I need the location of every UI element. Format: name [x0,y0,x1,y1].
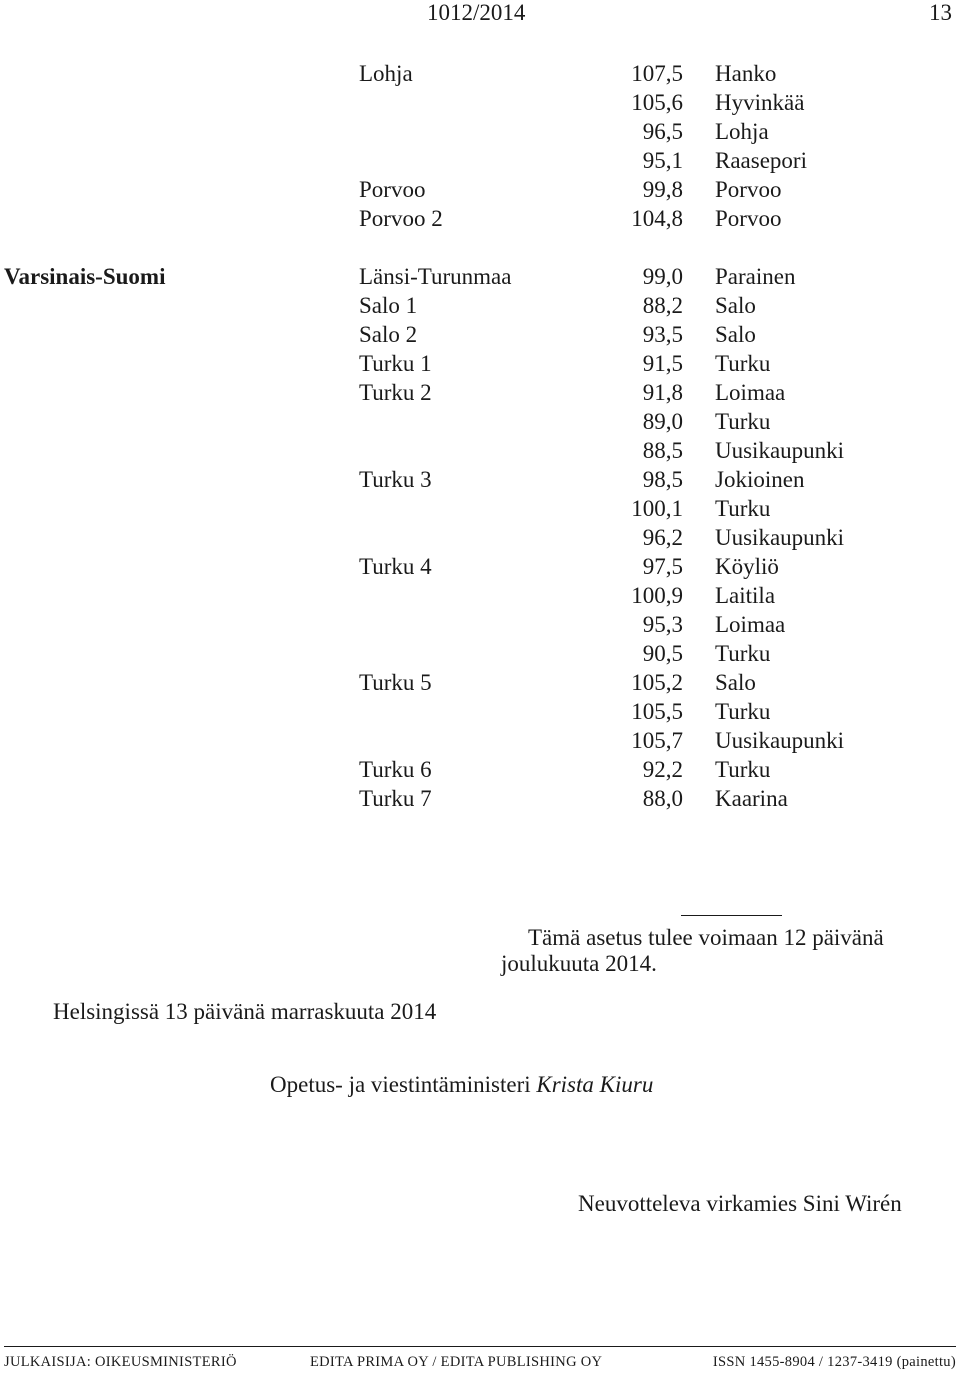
table-row [0,697,960,726]
index-value: 105,7 [631,728,683,753]
index-value: 88,5 [642,438,683,463]
index-value: 96,5 [642,119,683,144]
municipality-name: Salo [715,322,756,347]
municipality-name: Salo [715,293,756,318]
district-name: Turku 5 [359,670,432,695]
index-value: 88,2 [642,293,683,318]
municipality-name: Turku [715,496,771,521]
table-row [0,88,960,117]
district-name: Turku 3 [359,467,432,492]
table-row [0,610,960,639]
index-value: 91,5 [642,351,683,376]
footer-rule [4,1346,956,1347]
index-table [0,59,960,813]
municipality-name: Porvoo [715,206,782,231]
index-value: 89,0 [642,409,683,434]
place-and-date: Helsingissä 13 päivänä marraskuuta 2014 [53,999,437,1024]
district-name: Turku 2 [359,380,432,405]
footer-printer: EDITA PRIMA OY / EDITA PUBLISHING OY [310,1354,603,1370]
table-row [0,639,960,668]
municipality-name: Turku [715,699,771,724]
table-row [0,378,960,407]
municipality-name: Hyvinkää [715,90,805,115]
municipality-name: Köyliö [715,554,779,579]
municipality-name: Loimaa [715,612,786,637]
index-value: 98,5 [642,467,683,492]
municipality-name: Jokioinen [715,467,805,492]
municipality-name: Uusikaupunki [715,728,845,753]
table-row [0,755,960,784]
municipality-name: Lohja [715,119,769,144]
district-name: Turku 1 [359,351,432,376]
index-value: 90,5 [642,641,683,666]
district-name: Turku 6 [359,757,432,782]
table-row [0,494,960,523]
table-row [0,436,960,465]
footer-issn: ISSN 1455-8904 / 1237-3419 (painettu) [712,1354,956,1370]
minister-signature [270,1072,653,1098]
table-row [0,581,960,610]
index-value: 104,8 [631,206,683,231]
index-value: 93,5 [642,322,683,347]
table-row [0,146,960,175]
index-value: 105,2 [631,670,683,695]
footer-publisher: JULKAISIJA: OIKEUSMINISTERIÖ [4,1354,237,1370]
separator-rule [681,915,782,916]
effective-date-paragraph: Tämä asetus tulee voimaan 12 päivänä joulukuuta 2014. [501,925,884,976]
index-value: 107,5 [631,61,683,86]
municipality-name: Uusikaupunki [715,525,845,550]
table-row [0,784,960,813]
index-value: 105,5 [631,699,683,724]
index-value: 105,6 [631,90,683,115]
index-value: 95,3 [642,612,683,637]
index-value: 97,5 [642,554,683,579]
municipality-name: Uusikaupunki [715,438,845,463]
table-row [0,320,960,349]
table-row [0,291,960,320]
minister-title: Opetus- ja viestintäministeri [270,1072,531,1097]
municipality-name: Hanko [715,61,777,86]
municipality-name: Porvoo [715,177,782,202]
page-number: 13 [929,0,952,25]
index-value: 100,1 [631,496,683,521]
minister-name: Krista Kiuru [536,1072,654,1097]
index-value: 100,9 [631,583,683,608]
district-name: Turku 7 [359,786,432,811]
table-row [0,726,960,755]
table-row [0,668,960,697]
index-value: 91,8 [642,380,683,405]
index-value: 88,0 [642,786,683,811]
municipality-name: Turku [715,757,771,782]
region-name: Varsinais-Suomi [4,264,166,289]
district-name: Lohja [359,61,413,86]
municipality-name: Laitila [715,583,776,608]
table-row [0,465,960,494]
district-name: Porvoo [359,177,426,202]
index-value: 99,8 [642,177,683,202]
table-row [0,262,960,291]
table-row [0,175,960,204]
municipality-name: Parainen [715,264,796,289]
municipality-name: Raasepori [715,148,807,173]
index-value: 96,2 [642,525,683,550]
table-row [0,407,960,436]
table-row [0,523,960,552]
district-name: Porvoo 2 [359,206,443,231]
index-value: 92,2 [642,757,683,782]
counsellor-signature: Neuvotteleva virkamies Sini Wirén [578,1191,902,1216]
district-name: Salo 1 [359,293,418,318]
municipality-name: Kaarina [715,786,788,811]
municipality-name: Turku [715,641,771,666]
index-value: 99,0 [642,264,683,289]
municipality-name: Salo [715,670,756,695]
district-name: Länsi-Turunmaa [359,264,512,289]
statute-number: 1012/2014 [427,0,526,25]
municipality-name: Turku [715,351,771,376]
table-row [0,59,960,88]
municipality-name: Turku [715,409,771,434]
district-name: Turku 4 [359,554,432,579]
table-row [0,349,960,378]
table-row [0,117,960,146]
district-name: Salo 2 [359,322,418,347]
index-value: 95,1 [642,148,683,173]
municipality-name: Loimaa [715,380,786,405]
table-row [0,204,960,233]
table-row [0,552,960,581]
